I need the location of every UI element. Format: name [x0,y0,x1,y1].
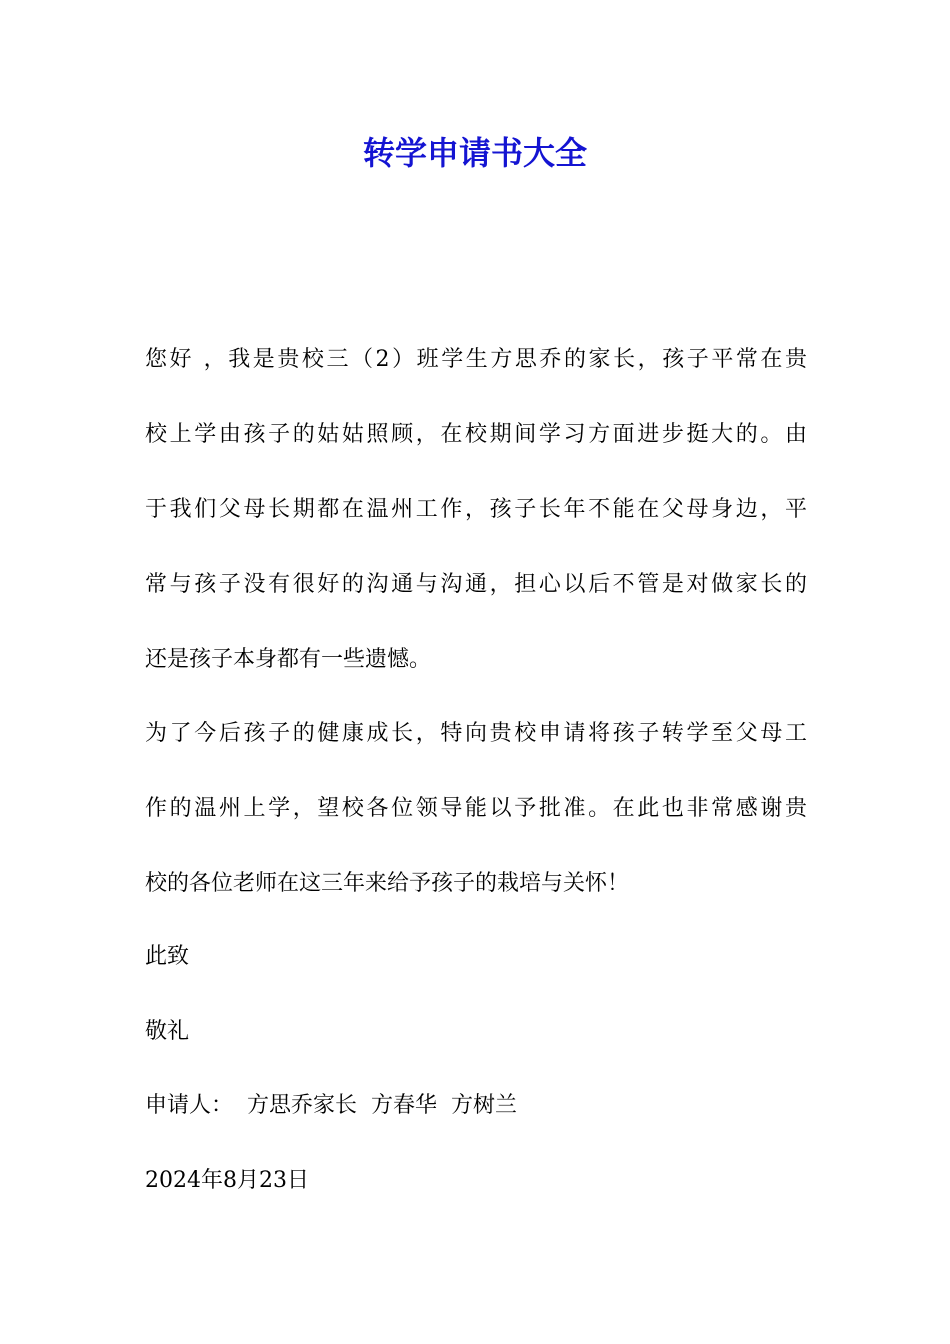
paragraph-line: 还是孩子本身都有一些遗憾。 [145,647,432,672]
document-date: 2024年8月23日 [145,1168,309,1193]
paragraph-line: 作的温州上学，望校各位领导能以予批准。在此也非常感谢贵 [145,796,807,821]
paragraph-line: 为了今后孩子的健康成长，特向贵校申请将孩子转学至父母工 [145,721,807,746]
paragraph-line: 于我们父母长期都在温州工作，孩子长年不能在父母身边，平 [145,497,807,522]
paragraph-line: 您好 ，我是贵校三（2）班学生方思乔的家长，孩子平常在贵 [145,347,807,372]
page-title: 转学申请书大全 [362,134,587,172]
paragraph-line: 常与孩子没有很好的沟通与沟通，担心以后不管是对做家长的 [145,572,807,597]
paragraph-1 [145,322,807,697]
paragraph-2 [145,696,807,921]
applicant-signature: 申请人： 方思乔家长 方春华 方树兰 [145,1093,517,1118]
closing-salutation: 此致 [145,944,190,969]
paragraph-line: 校上学由孩子的姑姑照顾，在校期间学习方面进步挺大的。由 [145,422,807,447]
paragraph-line: 校的各位老师在这三年来给予孩子的栽培与关怀！ [145,871,630,896]
closing-regards: 敬礼 [145,1019,190,1044]
